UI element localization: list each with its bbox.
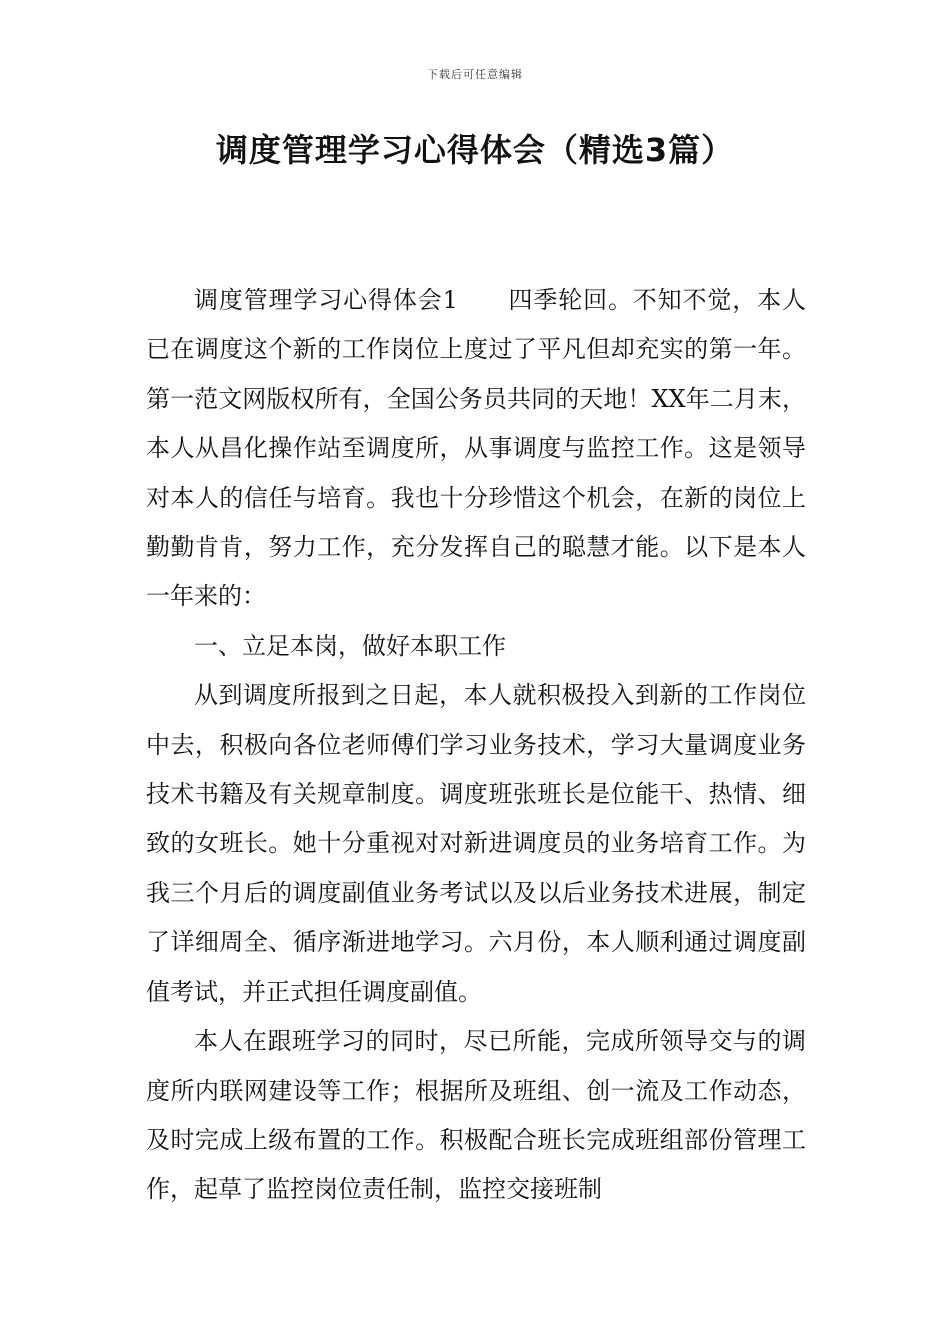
document-body [146,276,806,1215]
document-title: 调度管理学习心得体会（精选3篇） [215,131,735,169]
paragraph-study: 从到调度所报到之日起，本人就积极投入到新的工作岗位中去，积极向各位老师傅们学习业务技术，学习大量调度业务技术书籍及有关规章制度。调度班张班长是位能干、热情、细致的女班长。她十分重视对对新进调度员的业务培育工作。为我三个月后的调度副值业务考试以及以后业务技术进展，制定了详细周全、循序渐进地学习。六月份，本人顺利通过调度副值考试，并正式担任调度副值。 [146,681,806,1006]
header-note: 下载后可任意编辑 [427,68,523,81]
paragraph-duties: 本人在跟班学习的同时，尽已所能，完成所领导交与的调度所内联网建设等工作；根据所及班组、创一流及工作动态，及时完成上级布置的工作。积极配合班长完成班组部份管理工作，起草了监控岗位责任制，监控交接班制 [146,1027,806,1204]
section-heading: 一、立足本岗，做好本职工作 [194,631,506,660]
paragraph-intro: 调度管理学习心得体会1 四季轮回。不知不觉，本人已在调度这个新的工作岗位上度过了平凡但却充实的第一年。第一范文网版权所有，全国公务员共同的天地！XX年二月末，本人从昌化操作站至调度所，从事调度与监控工作。这是领导对本人的信任与培育。我也十分珍惜这个机会，在新的岗位上勤勤肯肯，努力工作，充分发挥自己的聪慧才能。以下是本人一年来的： [146,286,806,611]
